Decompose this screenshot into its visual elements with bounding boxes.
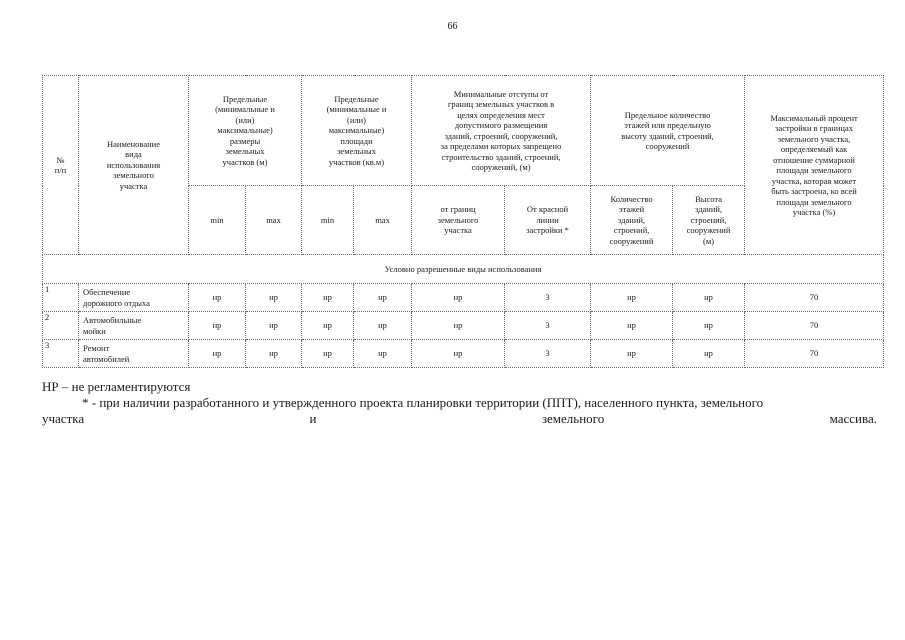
cell-setback-red-line: 3 <box>505 340 591 368</box>
footnote-asterisk: * - при наличии разработанного и утвержденного проекта планировки территории (ППТ), населенного пункта, земельного <box>82 395 764 410</box>
header-row <box>43 76 884 186</box>
table-row <box>43 284 884 312</box>
row-use-name: Автомобильные мойки <box>79 312 189 340</box>
cell-size-max: нр <box>246 312 302 340</box>
cell-size-min: нр <box>189 312 246 340</box>
cell-setback-red-line: 3 <box>505 312 591 340</box>
header-number: № п/п <box>43 76 79 255</box>
cell-area-min: нр <box>302 340 354 368</box>
subheader-area-max: max <box>354 186 412 255</box>
footnote-word: участка <box>42 411 85 426</box>
subheader-height: Высота зданий, строений, сооружений (м) <box>673 186 745 255</box>
cell-floors: нр <box>591 340 673 368</box>
row-use-name: Обеспечение дорожного отдыха <box>79 284 189 312</box>
cell-max-percent: 70 <box>745 312 884 340</box>
subheader-area-min: min <box>302 186 354 255</box>
section-row <box>43 255 884 284</box>
cell-area-min: нр <box>302 284 354 312</box>
cell-setback-boundary: нр <box>412 312 505 340</box>
footnote-asterisk-continuation <box>42 411 877 427</box>
row-number: 1 <box>43 284 79 312</box>
table-row <box>43 312 884 340</box>
cell-height: нр <box>673 284 745 312</box>
footnote-word: и <box>309 411 317 426</box>
header-max-build-percent: Максимальный процент застройки в границах земельного участка, определяемый как отношение суммарной площади земельного участка, которая может быть застроена, ко всей площади земельного участка (%) <box>745 76 884 255</box>
cell-area-min: нр <box>302 312 354 340</box>
cell-size-max: нр <box>246 284 302 312</box>
section-title: Условно разрешенные виды использования <box>43 255 884 284</box>
cell-size-max: нр <box>246 340 302 368</box>
subheader-setback-red-line: От красной линии застройки * <box>505 186 591 255</box>
subheader-floors: Количество этажей зданий, строений, сооружений <box>591 186 673 255</box>
header-setbacks: Минимальные отступы от границ земельных участков в целях определения мест допустимого размещения зданий, строений, сооружений, за пределами которых запрещено строительство зданий, строений, сооружений, (м) <box>412 76 591 186</box>
cell-height: нр <box>673 340 745 368</box>
header-plot-area: Предельные (минимальные и (или) максимальные) площади земельных участков (кв.м) <box>302 76 412 186</box>
cell-floors: нр <box>591 312 673 340</box>
cell-area-max: нр <box>354 340 412 368</box>
header-plot-size: Предельные (минимальные и (или) максимальные) размеры земельных участков (м) <box>189 76 302 186</box>
cell-setback-boundary: нр <box>412 340 505 368</box>
land-use-regulations-table <box>42 75 884 368</box>
subheader-size-min: min <box>189 186 246 255</box>
footnotes <box>42 379 877 427</box>
page-number: 66 <box>447 21 458 32</box>
cell-max-percent: 70 <box>745 340 884 368</box>
cell-height: нр <box>673 312 745 340</box>
row-number: 2 <box>43 312 79 340</box>
row-use-name: Ремонт автомобилей <box>79 340 189 368</box>
cell-max-percent: 70 <box>745 284 884 312</box>
subheader-setback-boundary: от границ земельного участка <box>412 186 505 255</box>
footnote-word: земельного <box>541 411 605 426</box>
table-row <box>43 340 884 368</box>
cell-floors: нр <box>591 284 673 312</box>
subheader-size-max: max <box>246 186 302 255</box>
header-use-name: Наименование вида использования земельного участка <box>79 76 189 255</box>
cell-size-min: нр <box>189 284 246 312</box>
cell-size-min: нр <box>189 340 246 368</box>
header-floors-height: Предельное количество этажей или предельную высоту зданий, строений, сооружений <box>591 76 745 186</box>
cell-setback-red-line: 3 <box>505 284 591 312</box>
cell-area-max: нр <box>354 312 412 340</box>
footnote-nr: НР – не регламентируются <box>42 379 191 394</box>
row-number: 3 <box>43 340 79 368</box>
cell-area-max: нр <box>354 284 412 312</box>
footnote-word: массива. <box>829 411 877 426</box>
cell-setback-boundary: нр <box>412 284 505 312</box>
